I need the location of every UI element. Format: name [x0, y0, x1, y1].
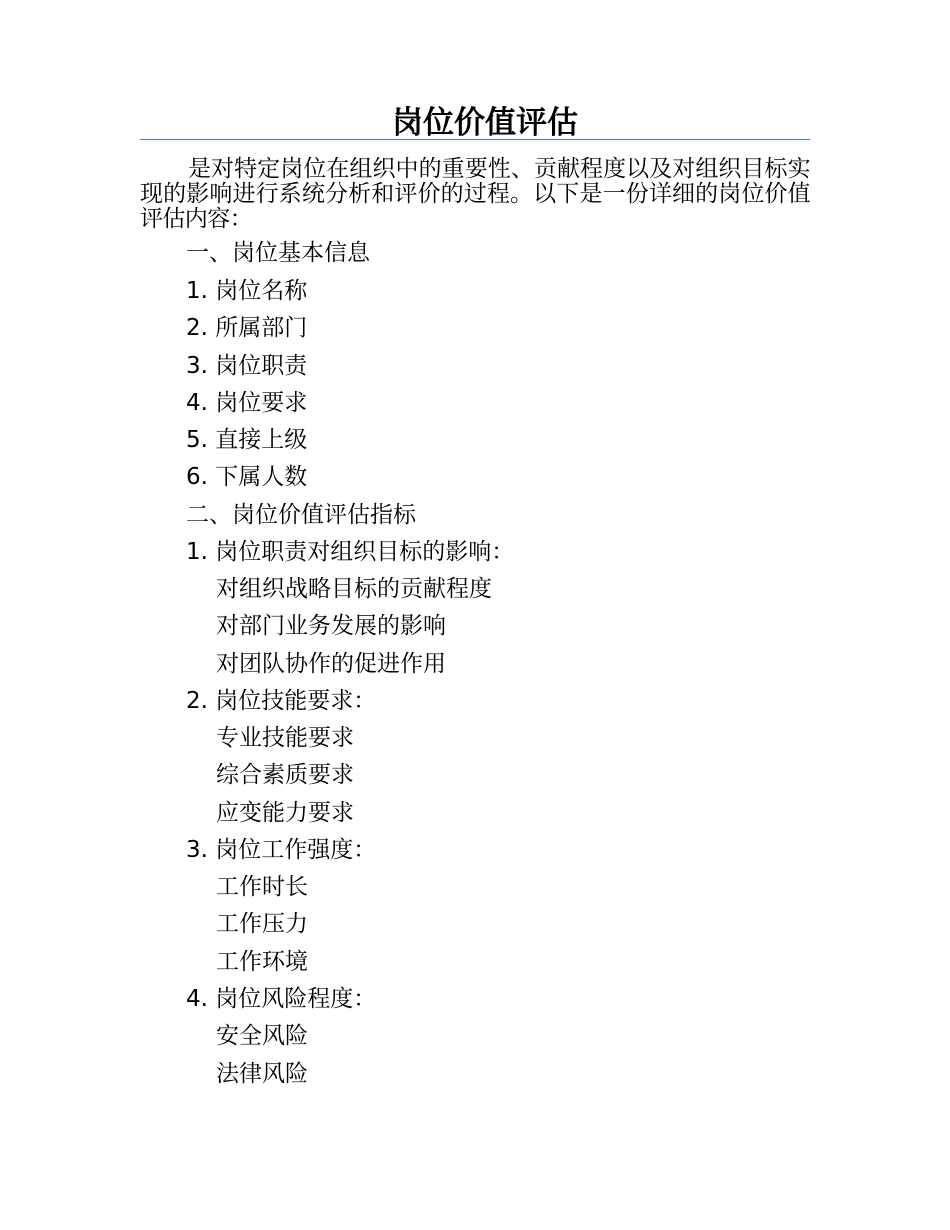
section1-item: 2. 所属部门 [186, 315, 308, 341]
section1-heading: 一、岗位基本信息 [186, 240, 370, 266]
section1-item: 4. 岗位要求 [186, 390, 308, 416]
section1-item: 6. 下属人数 [186, 464, 308, 490]
section2-subitem: 工作环境 [216, 949, 308, 975]
section1-item: 3. 岗位职责 [186, 353, 308, 379]
section2-subitem: 对团队协作的促进作用 [216, 651, 446, 677]
section2-subitem: 应变能力要求 [216, 800, 354, 826]
section2-item: 1. 岗位职责对组织目标的影响： [186, 539, 515, 565]
title-underline [140, 139, 810, 140]
section2-subitem: 对组织战略目标的贡献程度 [216, 576, 492, 602]
intro-paragraph: 是对特定岗位在组织中的重要性、贡献程度以及对组织目标实现的影响进行系统分析和评价的过程。以下是一份详细的岗位价值评估内容： [140, 156, 810, 232]
section2-subitem: 安全风险 [216, 1023, 308, 1049]
section1-item: 5. 直接上级 [186, 427, 308, 453]
section2-subitem: 工作压力 [216, 911, 308, 937]
section1-item: 1. 岗位名称 [186, 278, 308, 304]
section2-item: 2. 岗位技能要求： [186, 688, 377, 714]
document-title: 岗位价值评估 [392, 105, 578, 141]
section2-item: 4. 岗位风险程度： [186, 986, 377, 1012]
section2-subitem: 专业技能要求 [216, 725, 354, 751]
section2-subitem: 综合素质要求 [216, 762, 354, 788]
section2-subitem: 法律风险 [216, 1061, 308, 1087]
section2-heading: 二、岗位价值评估指标 [186, 502, 416, 528]
section2-subitem: 工作时长 [216, 874, 308, 900]
section2-subitem: 对部门业务发展的影响 [216, 613, 446, 639]
section2-item: 3. 岗位工作强度： [186, 837, 377, 863]
